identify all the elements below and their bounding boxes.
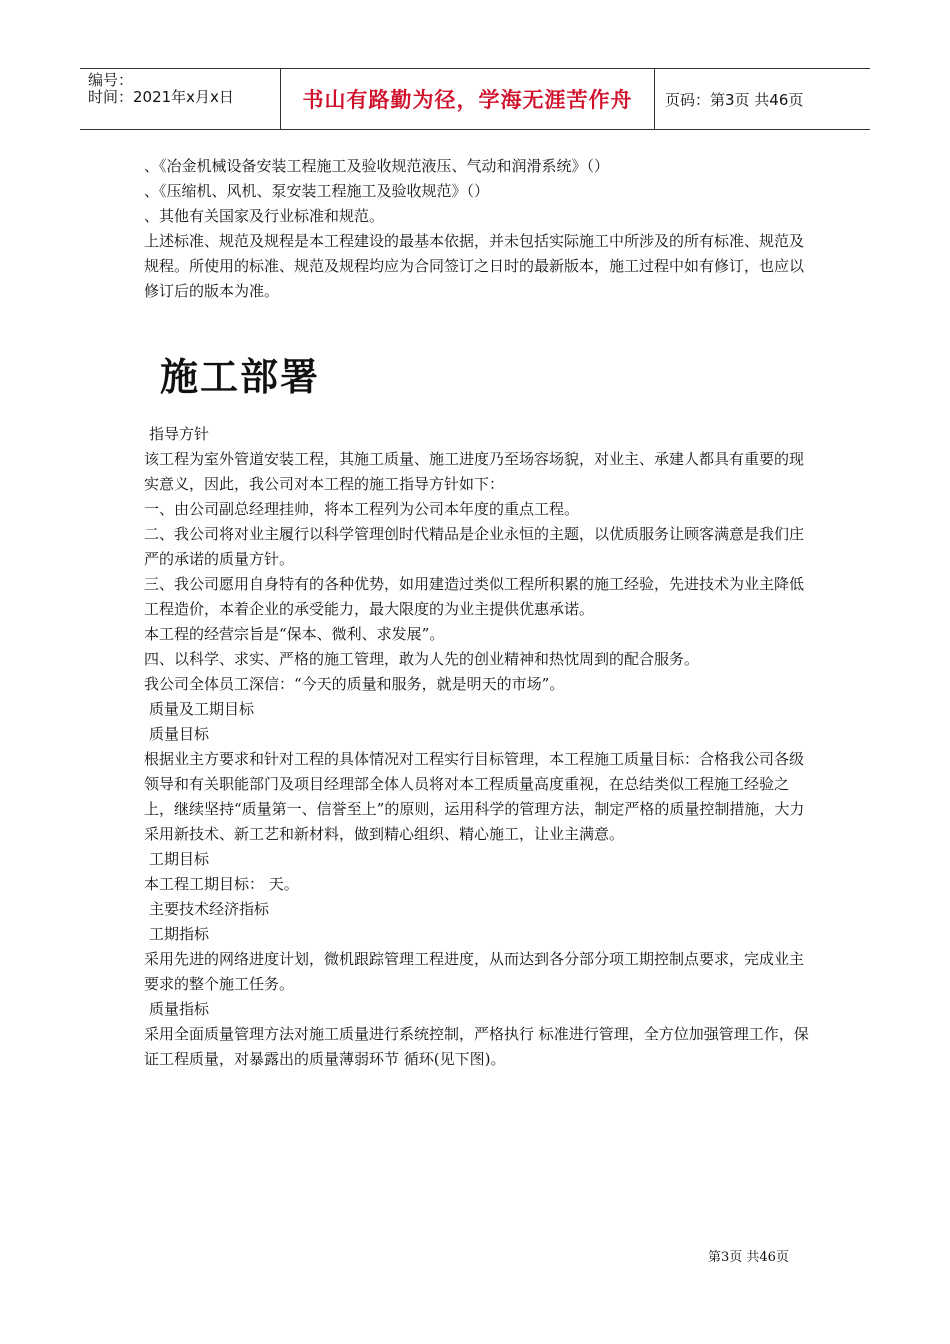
guideline-point-1: 一、由公司副总经理挂帅，将本工程列为公司本年度的重点工程。 — [144, 500, 580, 518]
standards-note: 上述标准、规范及规程是本工程建设的最基本依据，并未包括实际施工中所涉及的所有标准、规范及规程。所使用的标准、规范及规程均应为合同签订之日时的最新版本，施工过程中如有修订，也应以修订后的版本为准。 — [144, 232, 805, 300]
guideline-point-3: 三、我公司愿用自身特有的各种优势，如用建造过类似工程所积累的施工经验，先进技术为业主降低工程造价，本着企业的承受能力，最大限度的为业主提供优惠承诺。 — [144, 575, 805, 618]
schedule-index-text: 采用先进的网络进度计划，微机跟踪管理工程进度，从而达到各分部分项工期控制点要求，完成业主要求的整个施工任务。 — [144, 950, 805, 993]
standard-item: 、《压缩机、风机、泵安装工程施工及验收规范》（） — [144, 182, 490, 200]
page-header — [80, 68, 870, 130]
standard-item: 、其他有关国家及行业标准和规范。 — [144, 207, 385, 225]
header-meta — [80, 69, 281, 129]
quality-target-text: 根据业主方要求和针对工程的具体情况对工程实行目标管理，本工程施工质量目标：合格我公司各级领导和有关职能部门及项目经理部全体人员将对本工程质量高度重视，在总结类似工程施工经验之上，继续坚持“质量第一、信誉至上”的原则，运用科学的管理方法，制定严格的质量控制措施，大力采用新技术、新工艺和新材料，做到精心组织、精心施工，让业主满意。 — [144, 750, 805, 843]
guideline-point-4: 四、以科学、求实、严格的施工管理，敢为人先的创业精神和热忱周到的配合服务。 — [144, 650, 700, 668]
business-purpose: 本工程的经营宗旨是“保本、微利、求发展”。 — [144, 625, 445, 643]
quality-index-text: 采用全面质量管理方法对施工质量进行系统控制，严格执行 标准进行管理，全方位加强管理工作，保证工程质量，对暴露出的质量薄弱环节 循环(见下图)。 — [144, 1025, 809, 1068]
header-motto: 书山有路勤为径，学海无涯苦作舟 — [281, 69, 655, 129]
schedule-index-heading: 工期指标 — [149, 925, 210, 943]
schedule-target-text: 本工程工期目标： 天。 — [144, 875, 299, 893]
document-date: 时间：2021年x月x日 — [88, 88, 234, 106]
document-body — [144, 154, 814, 1072]
section-title: 施工部署 — [160, 355, 321, 399]
staff-belief: 我公司全体员工深信：“今天的质量和服务，就是明天的市场”。 — [144, 675, 565, 693]
header-page-info: 页码：第3页 共46页 — [665, 90, 804, 109]
document-code-label: 编号： — [88, 71, 134, 89]
tech-econ-heading: 主要技术经济指标 — [149, 900, 270, 918]
guideline-intro: 该工程为室外管道安装工程，其施工质量、施工进度乃至场容场貌，对业主、承建人都具有重要的现实意义，因此，我公司对本工程的施工指导方针如下： — [144, 450, 805, 493]
quality-schedule-heading: 质量及工期目标 — [149, 700, 255, 718]
quality-index-heading: 质量指标 — [149, 1000, 210, 1018]
guideline-heading: 指导方针 — [149, 425, 210, 443]
standard-item: 、《冶金机械设备安装工程施工及验收规范液压、气动和润滑系统》（） — [144, 157, 610, 175]
schedule-target-heading: 工期目标 — [149, 850, 210, 868]
guideline-point-2: 二、我公司将对业主履行以科学管理创时代精品是企业永恒的主题，以优质服务让顾客满意是我们庄严的承诺的质量方针。 — [144, 525, 805, 568]
quality-target-heading: 质量目标 — [149, 725, 210, 743]
page-footer: 第3页 共46页 — [708, 1250, 789, 1265]
